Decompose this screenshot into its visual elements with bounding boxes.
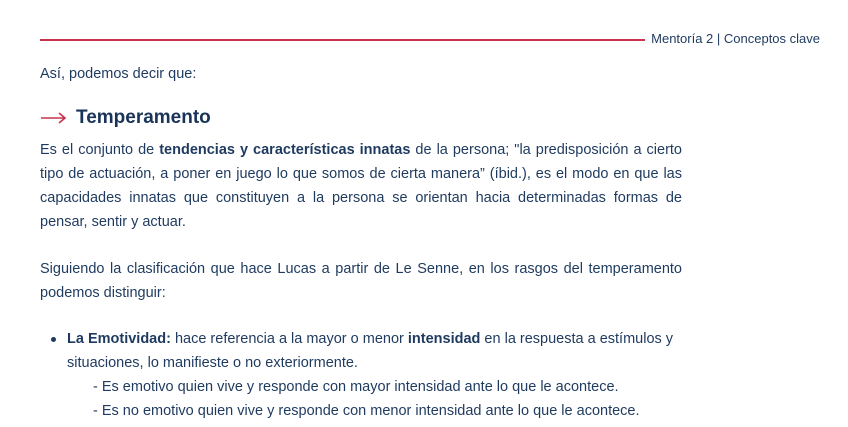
trait-bold: intensidad [407, 331, 481, 347]
bullet-dot-icon [51, 337, 56, 342]
trait-text-pre: hace referencia a la mayor o menor [170, 331, 408, 347]
sub-item-emotive: - Es emotivo quien vive y responde con mayor intensidad ante lo que le acontece. [93, 379, 619, 395]
header-divider [40, 39, 645, 41]
sub-item-non-emotive: - Es no emotivo quien vive y responde con menor intensidad ante lo que le acontece. [93, 403, 640, 419]
section-heading [40, 107, 211, 129]
traits-list [40, 327, 684, 423]
definition-post: de la persona; "la predisposición a cierto tipo de actuación, a poner en juego lo que somos de cierta manera” (íbid.), es el modo en que las capacidades innatas que constituyen a la persona se orientan hacia determinadas formas de pensar, sentir y actuar. [40, 142, 682, 230]
arrow-right-icon [40, 111, 68, 125]
trait-text-post: en la respuesta a estímulos y situaciones, lo manifieste o no exteriormente. [67, 331, 674, 371]
trait-label: La Emotividad: [67, 331, 171, 347]
definition-pre: Es el conjunto de [40, 142, 160, 158]
list-item [40, 327, 684, 423]
intro-text: Así, podemos decir que: [40, 66, 197, 82]
section-title: Temperamento [76, 107, 211, 128]
definition-paragraph [40, 138, 682, 234]
definition-bold: tendencias y características innatas [159, 142, 411, 158]
header-title: Mentoría 2 | Conceptos clave [651, 31, 820, 46]
classification-paragraph: Siguiendo la clasificación que hace Lucas a partir de Le Senne, en los rasgos del temperamento podemos distinguir: [40, 261, 682, 301]
